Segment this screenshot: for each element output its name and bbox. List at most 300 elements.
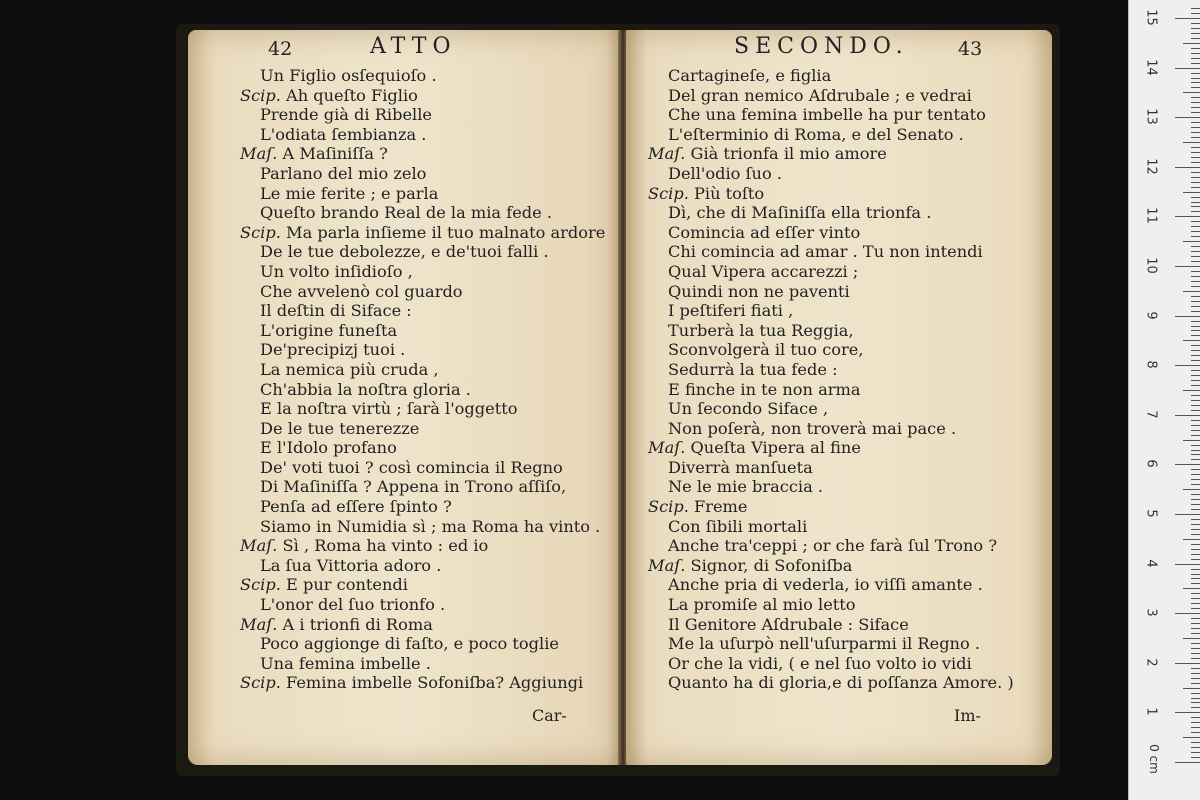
ruler-tick: [1191, 221, 1200, 222]
ruler-tick: [1191, 23, 1200, 24]
left-page-line: [240, 360, 605, 380]
ruler-tick: [1175, 564, 1200, 565]
right-page-line: [648, 556, 1014, 576]
ruler-tick: [1191, 281, 1200, 282]
left-page-number: 42: [268, 38, 293, 60]
ruler-number: 14: [1143, 58, 1159, 76]
left-page-line: [240, 262, 605, 282]
speaker-label: Scip.: [240, 575, 281, 595]
verse-text: Dell'odio ſuo .: [668, 163, 782, 183]
verse-text: De'precipizj tuoi .: [260, 340, 406, 360]
ruler-tick: [1191, 162, 1200, 163]
right-page-line: [648, 497, 1014, 517]
ruler-tick: [1183, 192, 1200, 193]
ruler-tick: [1191, 698, 1200, 699]
ruler-tick: [1191, 559, 1200, 560]
speaker-label: Maſ.: [240, 144, 278, 164]
verse-text: E pur contendi: [286, 575, 408, 595]
verse-text: Il Genitore Aſdrubale : Siface: [668, 614, 909, 634]
ruler-tick: [1191, 529, 1200, 530]
ruler-tick: [1191, 97, 1200, 98]
verse-text: Poco aggionge di faſto, e poco toglie: [260, 634, 559, 654]
right-running-head: SECONDO.: [734, 34, 909, 59]
right-page-line: [648, 360, 1014, 380]
verse-text: Un Figlio osſequioſo .: [260, 66, 437, 85]
ruler-tick: [1191, 177, 1200, 178]
ruler-tick: [1191, 202, 1200, 203]
verse-text: Siamo in Numidia sì ; ma Roma ha vinto .: [260, 516, 601, 536]
speaker-label: Scip.: [648, 497, 689, 517]
ruler-number: 1: [1143, 707, 1159, 717]
right-page-line: [648, 340, 1014, 360]
ruler-tick: [1191, 445, 1200, 446]
left-page-line: [240, 673, 605, 693]
verse-text: Chi comincia ad amar . Tu non intendi: [668, 242, 983, 262]
ruler-tick: [1191, 63, 1200, 64]
verse-text: Femina imbelle Sofoniſba? Aggiungi: [286, 673, 584, 693]
left-page-line: [240, 86, 605, 106]
ruler-tick: [1191, 311, 1200, 312]
ruler-number: 5: [1143, 509, 1159, 518]
ruler-tick: [1175, 514, 1200, 515]
ruler-tick: [1191, 524, 1200, 525]
left-page: [188, 30, 620, 765]
ruler-tick: [1191, 33, 1200, 34]
ruler-tick: [1191, 707, 1200, 708]
ruler-tick: [1191, 261, 1200, 262]
speaker-label: Scip.: [240, 673, 281, 693]
left-page-line: [240, 615, 605, 635]
left-page-line: [240, 125, 605, 145]
verse-text: Un ſecondo Siface ,: [668, 399, 829, 419]
left-page-line: [240, 399, 605, 419]
ruler-unit-label: 0 cm: [1146, 744, 1161, 774]
ruler-tick: [1191, 479, 1200, 480]
verse-text: Sì , Roma ha vinto : ed io: [282, 536, 489, 556]
left-page-line: [240, 497, 605, 517]
ruler-tick: [1191, 673, 1200, 674]
ruler-tick: [1191, 757, 1200, 758]
ruler-tick: [1191, 102, 1200, 103]
ruler-tick: [1191, 509, 1200, 510]
verse-text: Di Maſiniſſa ? Appena in Trono aſſiſo,: [260, 477, 567, 497]
verse-text: I peſtiferi fiati ,: [668, 301, 794, 321]
ruler-tick: [1191, 420, 1200, 421]
right-page-line: [648, 615, 1014, 635]
ruler-tick: [1183, 737, 1200, 738]
ruler-tick: [1183, 43, 1200, 44]
speaker-label: Maſ.: [240, 536, 278, 556]
verse-text: Parlano del mio zelo: [260, 163, 427, 183]
ruler-tick: [1191, 435, 1200, 436]
left-page-line: [240, 184, 605, 204]
ruler-tick: [1191, 504, 1200, 505]
ruler-tick: [1191, 534, 1200, 535]
ruler-tick: [1191, 400, 1200, 401]
verse-text: Non poſerà, non troverà mai pace .: [668, 418, 957, 438]
left-page-line: [240, 595, 605, 615]
ruler-tick: [1191, 286, 1200, 287]
ruler-tick: [1191, 53, 1200, 54]
ruler-tick: [1183, 291, 1200, 292]
left-page-line: [240, 556, 605, 576]
ruler-tick: [1191, 554, 1200, 555]
ruler-tick: [1183, 638, 1200, 639]
verse-text: E la noſtra virtù ; ſarà l'oggetto: [260, 399, 518, 419]
verse-text: Con ſibili mortali: [668, 516, 808, 536]
verse-text: Sedurrà la tua fede :: [668, 359, 838, 379]
ruler-tick: [1191, 13, 1200, 14]
left-page-line: [240, 458, 605, 478]
ruler-tick: [1191, 236, 1200, 237]
speaker-label: Scip.: [240, 85, 281, 105]
right-page-line: [648, 634, 1014, 654]
ruler-tick: [1191, 301, 1200, 302]
left-page-line: [240, 340, 605, 360]
verse-text: De' voti tuoi ? così comincia il Regno: [260, 457, 563, 477]
ruler-tick: [1191, 152, 1200, 153]
ruler-tick: [1191, 335, 1200, 336]
ruler-tick: [1191, 623, 1200, 624]
ruler-tick: [1191, 494, 1200, 495]
ruler-tick: [1175, 464, 1200, 465]
ruler-tick: [1191, 246, 1200, 247]
speaker-label: Maſ.: [240, 614, 278, 634]
ruler-tick: [1191, 251, 1200, 252]
right-page-line: [648, 575, 1014, 595]
ruler-tick: [1183, 588, 1200, 589]
right-page-line: [648, 399, 1014, 419]
ruler-tick: [1191, 82, 1200, 83]
left-page-line: [240, 654, 605, 674]
verse-text: A i trionfi di Roma: [282, 614, 433, 634]
verse-text: Diverrà manſueta: [668, 457, 813, 477]
ruler-tick: [1191, 683, 1200, 684]
right-page-line: [648, 536, 1014, 556]
ruler-tick: [1191, 271, 1200, 272]
verse-text: Già trionfa il mio amore: [690, 144, 887, 164]
verse-text: De le tue tenerezze: [260, 418, 420, 438]
ruler-number: 3: [1143, 608, 1159, 617]
ruler-tick: [1175, 68, 1200, 69]
ruler-tick: [1191, 48, 1200, 49]
right-page-line: [648, 125, 1014, 145]
ruler-number: 9: [1143, 310, 1159, 320]
left-catchword: Car-: [532, 706, 567, 725]
ruler-tick: [1191, 474, 1200, 475]
left-page-line: [240, 517, 605, 537]
ruler-tick: [1191, 256, 1200, 257]
ruler-tick: [1175, 266, 1200, 267]
right-page-number: 43: [958, 38, 983, 60]
ruler-tick: [1191, 727, 1200, 728]
ruler-tick: [1191, 345, 1200, 346]
ruler-tick: [1191, 197, 1200, 198]
ruler-tick: [1191, 747, 1200, 748]
right-page-line: [648, 242, 1014, 262]
ruler-tick: [1191, 405, 1200, 406]
ruler-tick: [1191, 395, 1200, 396]
left-page-line: [240, 144, 605, 164]
ruler-number: 7: [1143, 410, 1159, 419]
ruler-tick: [1191, 459, 1200, 460]
ruler-tick: [1191, 137, 1200, 138]
verse-text: E l'Idolo profano: [260, 438, 397, 458]
ruler-tick: [1191, 633, 1200, 634]
ruler-tick: [1191, 702, 1200, 703]
ruler-tick: [1191, 355, 1200, 356]
verse-text: La nemica più cruda ,: [260, 359, 439, 379]
ruler-tick: [1191, 658, 1200, 659]
left-page-line: [240, 438, 605, 458]
ruler-tick: [1191, 454, 1200, 455]
ruler-number: 4: [1143, 558, 1159, 568]
verse-text: Turberà la tua Reggia,: [668, 320, 854, 340]
ruler-tick: [1191, 157, 1200, 158]
ruler-tick: [1191, 618, 1200, 619]
left-page-line: [240, 282, 605, 302]
verse-text: Che una femina imbelle ha pur tentato: [668, 105, 986, 125]
ruler-tick: [1175, 18, 1200, 19]
verse-text: Anche pria di vederla, io viſſi amante .: [668, 575, 983, 595]
right-page-text: [648, 66, 1014, 693]
ruler-tick: [1191, 206, 1200, 207]
right-catchword: Im-: [954, 706, 981, 725]
ruler-tick: [1191, 147, 1200, 148]
ruler-tick: [1191, 380, 1200, 381]
verse-text: Ch'abbia la noſtra gloria .: [260, 379, 471, 399]
ruler-tick: [1191, 127, 1200, 128]
verse-text: Il deſtin di Siface :: [260, 301, 412, 321]
ruler-tick: [1191, 603, 1200, 604]
ruler-tick: [1191, 717, 1200, 718]
ruler-tick: [1191, 752, 1200, 753]
ruler-tick: [1183, 92, 1200, 93]
right-page-line: [648, 86, 1014, 106]
verse-text: Penſa ad eſſere ſpinto ?: [260, 497, 452, 517]
ruler-tick: [1191, 360, 1200, 361]
ruler-tick: [1191, 608, 1200, 609]
right-page-line: [648, 477, 1014, 497]
verse-text: L'eſterminio di Roma, e del Senato .: [668, 124, 964, 144]
ruler-number: 10: [1143, 257, 1159, 274]
ruler-tick: [1191, 425, 1200, 426]
ruler-tick: [1175, 663, 1200, 664]
ruler-tick: [1191, 499, 1200, 500]
right-page-line: [648, 282, 1014, 302]
ruler-tick: [1191, 578, 1200, 579]
ruler-tick: [1175, 316, 1200, 317]
right-page-line: [648, 458, 1014, 478]
ruler-tick: [1191, 87, 1200, 88]
left-page-line: [240, 321, 605, 341]
verse-text: La promiſe al mio letto: [668, 595, 856, 615]
ruler-tick: [1191, 8, 1200, 9]
ruler-number: 15: [1143, 9, 1159, 26]
ruler-tick: [1191, 544, 1200, 545]
speaker-label: Maſ.: [648, 438, 686, 458]
ruler-tick: [1191, 211, 1200, 212]
speaker-label: Maſ.: [648, 144, 686, 164]
ruler-tick: [1191, 330, 1200, 331]
ruler-tick: [1191, 643, 1200, 644]
left-page-line: [240, 105, 605, 125]
left-page-line: [240, 301, 605, 321]
verse-text: Qual Vipera accarezzi ;: [668, 261, 859, 281]
ruler-tick: [1191, 549, 1200, 550]
ruler-tick: [1191, 742, 1200, 743]
verse-text: Anche tra'ceppi ; or che farà ſul Trono ?: [668, 536, 998, 556]
ruler-tick: [1191, 519, 1200, 520]
ruler-tick: [1191, 484, 1200, 485]
ruler-tick: [1191, 296, 1200, 297]
verse-text: Dì, che di Maſiniſſa ella trionfa .: [668, 203, 932, 223]
ruler-number: 12: [1143, 158, 1159, 175]
ruler-tick: [1191, 226, 1200, 227]
ruler-tick: [1175, 762, 1200, 763]
ruler-tick: [1191, 732, 1200, 733]
ruler-number: 11: [1143, 207, 1159, 225]
right-page-line: [648, 203, 1014, 223]
ruler-tick: [1191, 112, 1200, 113]
verse-text: Freme: [694, 497, 748, 517]
verse-text: Quanto ha di gloria,e di poſſanza Amore. ): [668, 673, 1014, 693]
right-page: [626, 30, 1052, 765]
left-page-text: [240, 66, 605, 693]
ruler-tick: [1191, 569, 1200, 570]
measurement-ruler: [1128, 0, 1200, 800]
ruler-tick: [1183, 688, 1200, 689]
speaker-label: Scip.: [648, 183, 689, 203]
ruler-tick: [1191, 107, 1200, 108]
ruler-tick: [1191, 375, 1200, 376]
ruler-tick: [1191, 693, 1200, 694]
ruler-tick: [1191, 598, 1200, 599]
speaker-label: Maſ.: [648, 555, 686, 575]
verse-text: Prende già di Ribelle: [260, 105, 432, 125]
right-page-line: [648, 380, 1014, 400]
verse-text: Sconvolgerà il tuo core,: [668, 340, 864, 360]
right-page-line: [648, 654, 1014, 674]
ruler-tick: [1191, 58, 1200, 59]
ruler-tick: [1191, 722, 1200, 723]
ruler-tick: [1191, 385, 1200, 386]
verse-text: Quindi non ne paventi: [668, 281, 850, 301]
ruler-tick: [1191, 628, 1200, 629]
ruler-tick: [1175, 415, 1200, 416]
right-page-line: [648, 184, 1014, 204]
left-page-line: [240, 380, 605, 400]
ruler-tick: [1191, 231, 1200, 232]
verse-text: Ma parla inſieme il tuo malnato ardore: [286, 222, 606, 242]
ruler-tick: [1183, 489, 1200, 490]
verse-text: A Maſiniſſa ?: [282, 144, 388, 164]
speaker-label: Scip.: [240, 222, 281, 242]
ruler-tick: [1191, 28, 1200, 29]
left-page-line: [240, 203, 605, 223]
right-page-line: [648, 164, 1014, 184]
left-page-line: [240, 164, 605, 184]
ruler-tick: [1191, 370, 1200, 371]
right-page-line: [648, 262, 1014, 282]
right-page-line: [648, 144, 1014, 164]
ruler-tick: [1183, 241, 1200, 242]
ruler-tick: [1191, 648, 1200, 649]
ruler-tick: [1191, 326, 1200, 327]
ruler-tick: [1183, 440, 1200, 441]
left-page-line: [240, 634, 605, 654]
ruler-tick: [1191, 187, 1200, 188]
left-page-line: [240, 536, 605, 556]
left-page-line: [240, 223, 605, 243]
ruler-tick: [1183, 390, 1200, 391]
verse-text: L'odiata ſembianza .: [260, 124, 427, 144]
ruler-tick: [1191, 122, 1200, 123]
verse-text: Una femina imbelle .: [260, 653, 431, 673]
ruler-tick: [1191, 276, 1200, 277]
ruler-tick: [1191, 182, 1200, 183]
verse-text: De le tue debolezze, e de'tuoi falli .: [260, 242, 549, 262]
ruler-tick: [1191, 678, 1200, 679]
left-page-line: [240, 66, 605, 86]
left-page-line: [240, 419, 605, 439]
left-page-line: [240, 575, 605, 595]
ruler-tick: [1191, 574, 1200, 575]
ruler-tick: [1191, 469, 1200, 470]
left-page-line: [240, 242, 605, 262]
right-page-line: [648, 105, 1014, 125]
verse-text: L'origine funeſta: [260, 320, 398, 340]
verse-text: Queſta Vipera al fine: [690, 438, 861, 458]
ruler-tick: [1191, 132, 1200, 133]
ruler-tick: [1191, 172, 1200, 173]
ruler-tick: [1183, 539, 1200, 540]
verse-text: Ah queſto Figlio: [286, 85, 418, 105]
right-page-line: [648, 517, 1014, 537]
ruler-tick: [1175, 613, 1200, 614]
ruler-tick: [1191, 306, 1200, 307]
left-page-line: [240, 477, 605, 497]
ruler-tick: [1175, 167, 1200, 168]
ruler-tick: [1191, 583, 1200, 584]
ruler-number: 13: [1143, 108, 1159, 125]
verse-text: Un volto inſidioſo ,: [260, 261, 413, 281]
ruler-tick: [1191, 321, 1200, 322]
right-page-line: [648, 595, 1014, 615]
ruler-tick: [1191, 410, 1200, 411]
ruler-tick: [1175, 216, 1200, 217]
right-page-line: [648, 321, 1014, 341]
verse-text: Comincia ad eſſer vinto: [668, 222, 861, 242]
ruler-tick: [1191, 350, 1200, 351]
ruler-tick: [1191, 450, 1200, 451]
right-page-line: [648, 301, 1014, 321]
verse-text: Ne le mie braccia .: [668, 477, 824, 497]
ruler-tick: [1191, 653, 1200, 654]
right-page-line: [648, 66, 1014, 86]
left-running-head: ATTO: [370, 34, 457, 59]
right-page-line: [648, 223, 1014, 243]
right-page-line: [648, 673, 1014, 693]
verse-text: L'onor del ſuo trionfo .: [260, 595, 446, 615]
ruler-tick: [1191, 78, 1200, 79]
verse-text: Le mie ferite ; e parla: [260, 183, 439, 203]
ruler-number: 2: [1143, 658, 1159, 667]
verse-text: Più toſto: [694, 183, 765, 203]
ruler-tick: [1191, 668, 1200, 669]
ruler-tick: [1191, 38, 1200, 39]
right-page-line: [648, 419, 1014, 439]
